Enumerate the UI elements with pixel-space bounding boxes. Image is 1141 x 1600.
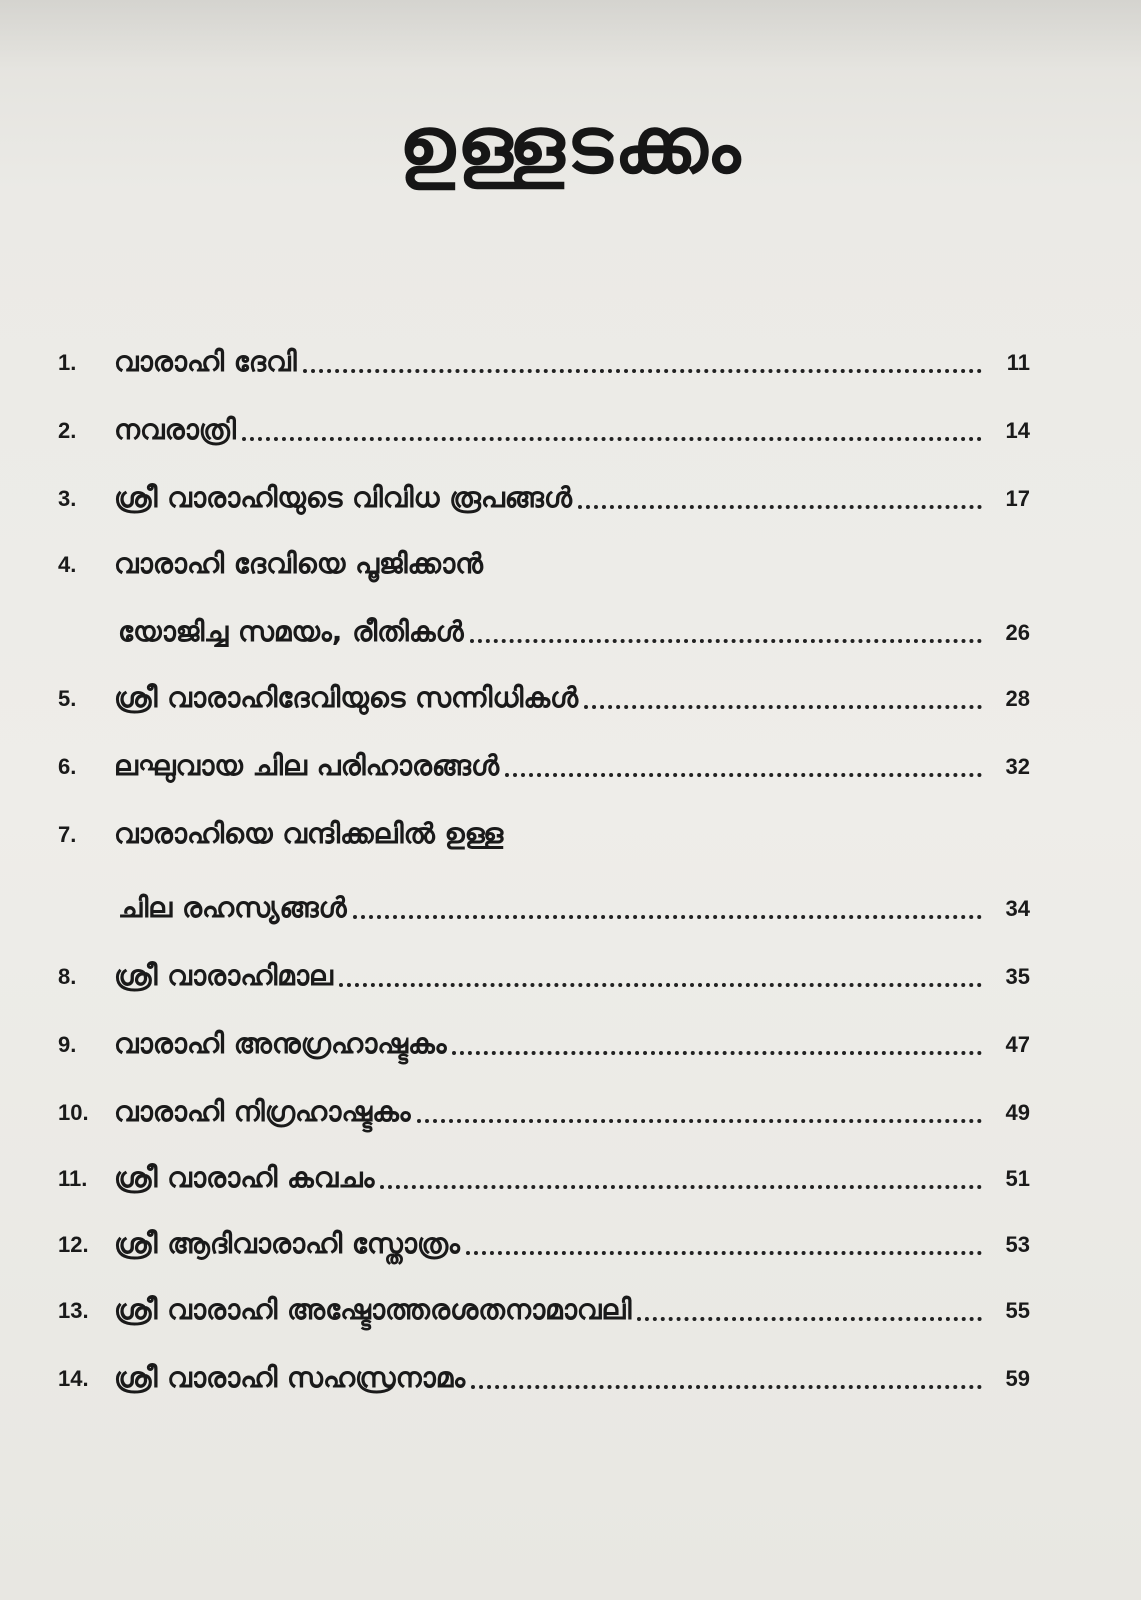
dot-leader: [470, 639, 982, 643]
entry-number: 4.: [58, 552, 77, 577]
toc-entry: [58, 1084, 1030, 1132]
entry-page-number: 51: [1005, 1166, 1030, 1191]
toc-entry: [58, 1150, 1030, 1198]
entry-number: 2.: [58, 418, 77, 443]
toc-entry: [58, 1282, 1030, 1330]
entry-page-number: 59: [1005, 1366, 1030, 1391]
toc-entry: [58, 948, 1030, 996]
dot-leader: [380, 1185, 982, 1189]
entry-page-number: 26: [1005, 620, 1030, 645]
dot-leader: [353, 915, 982, 919]
entry-title: ശ്രീ വാരാഹിമാല: [114, 959, 333, 992]
entry-title: വാരാഹിയെ വന്ദിക്കലിൽ ഉള്ള: [114, 817, 504, 850]
dot-leader: [637, 1317, 982, 1321]
entry-number: 5.: [58, 686, 77, 711]
entry-title: ശ്രീ വാരാഹിദേവിയുടെ സന്നിധികൾ: [114, 681, 579, 714]
entry-title: വാരാഹി ദേവി: [114, 345, 297, 378]
entry-title-continued: യോജിച്ച സമയം, രീതികൾ: [118, 615, 464, 648]
dot-leader: [466, 1251, 982, 1255]
dot-leader: [505, 773, 982, 777]
page-title: ഉള്ളടക്കം: [398, 101, 743, 191]
dot-leader: [471, 1385, 982, 1389]
toc-entry: [58, 670, 1030, 718]
toc-entry: [58, 402, 1030, 450]
toc-entry-continuation: [118, 880, 1030, 928]
toc-entry: [58, 1016, 1030, 1064]
dot-leader: [303, 369, 982, 373]
entry-number: 7.: [58, 822, 77, 847]
entry-number: 13.: [58, 1298, 89, 1323]
toc-entry: [58, 470, 1030, 518]
entry-title: വാരാഹി ദേവിയെ പൂജിക്കാൻ: [114, 547, 483, 580]
entry-page-number: 47: [1005, 1032, 1030, 1057]
entry-title: ലഘുവായ ചില പരിഹാരങ്ങൾ: [114, 749, 500, 782]
entry-title: ശ്രീ വാരാഹി കവചം: [114, 1161, 375, 1194]
entry-title: നവരാത്രി: [114, 413, 236, 446]
entry-title: ശ്രീ വാരാഹി അഷ്ടോത്തരശതനാമാവലി: [114, 1293, 632, 1326]
entry-number: 8.: [58, 964, 77, 989]
entry-page-number: 53: [1005, 1232, 1030, 1257]
entry-page-number: 11: [1006, 350, 1030, 375]
entry-number: 3.: [58, 486, 77, 511]
entry-page-number: 28: [1005, 686, 1030, 711]
entry-page-number: 32: [1005, 754, 1030, 779]
entry-number: 1.: [58, 350, 77, 375]
entry-title: വാരാഹി അനുഗ്രഹാഷ്ടകം: [114, 1027, 447, 1060]
toc-entry-continuation: [118, 604, 1030, 652]
entry-page-number: 35: [1005, 964, 1030, 989]
dot-leader: [452, 1051, 982, 1055]
dot-leader: [339, 983, 982, 987]
entry-page-number: 55: [1005, 1298, 1030, 1323]
entry-page-number: 17: [1005, 486, 1030, 511]
entry-title-continued: ചില രഹസ്യങ്ങൾ: [118, 891, 347, 924]
dot-leader: [417, 1119, 982, 1123]
toc-entry: [58, 1216, 1030, 1264]
entry-number: 11.: [58, 1166, 88, 1191]
entry-number: 9.: [58, 1032, 77, 1057]
dot-leader: [578, 505, 982, 509]
entry-page-number: 49: [1005, 1100, 1030, 1125]
dot-leader: [584, 705, 982, 709]
entry-title: ശ്രീ ആദിവാരാഹി സ്തോത്രം: [114, 1227, 460, 1260]
toc-entry: [58, 738, 1030, 786]
entry-number: 12.: [58, 1232, 89, 1257]
entry-number: 6.: [58, 754, 77, 779]
entry-page-number: 14: [1005, 418, 1030, 443]
toc-entry-first-line: [58, 806, 503, 854]
entry-title: ശ്രീ വാരാഹിയുടെ വിവിധ രൂപങ്ങൾ: [114, 481, 572, 514]
dot-leader: [242, 437, 982, 441]
entry-title: ശ്രീ വാരാഹി സഹസ്രനാമം: [114, 1361, 466, 1394]
toc-entry: [58, 1350, 1030, 1398]
toc-entry: [58, 334, 1030, 382]
toc-entry-first-line: [58, 536, 483, 584]
entry-title: വാരാഹി നിഗ്രഹാഷ്ടകം: [114, 1095, 411, 1128]
entry-number: 14.: [58, 1366, 89, 1391]
entry-number: 10.: [58, 1100, 89, 1125]
entry-page-number: 34: [1005, 896, 1030, 921]
